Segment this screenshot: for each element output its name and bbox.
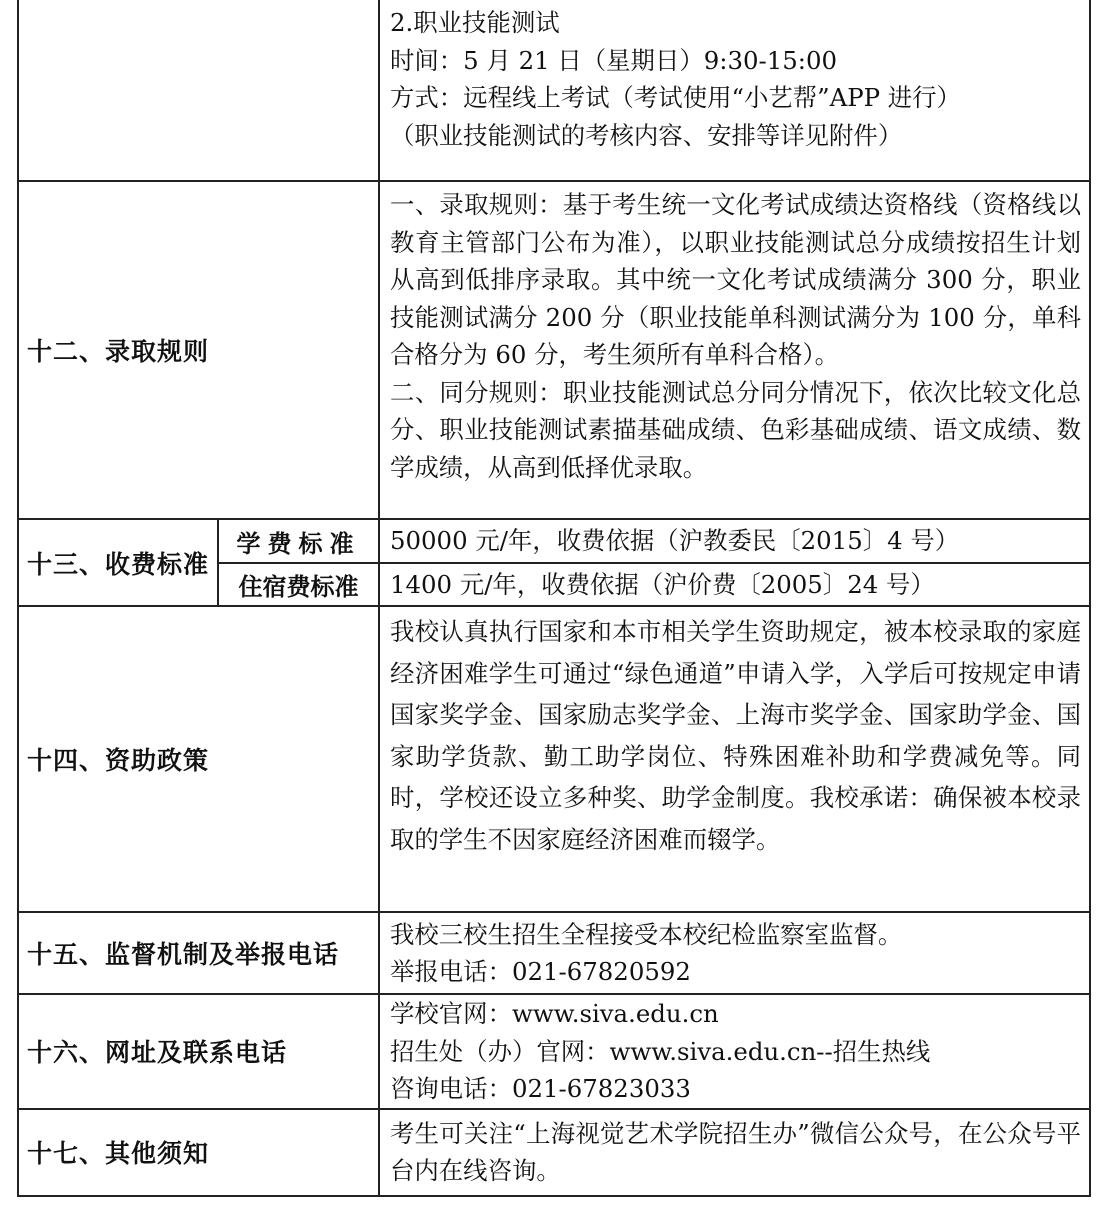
tuition-value [379, 519, 1090, 563]
contact-label: 十六、网址及联系电话 [18, 994, 379, 1109]
admission-rules-content [379, 181, 1090, 519]
report-phone: 举报电话：021-67820592 [390, 957, 691, 986]
admission-info-table [17, 0, 1091, 1197]
row-admission-rules [18, 181, 1090, 519]
row-skills-test [18, 0, 1090, 181]
row-contact [18, 994, 1090, 1109]
housing-value-text: 1400 元/年，收费依据（沪价费〔2005〕24 号） [390, 569, 935, 599]
contact-content [379, 994, 1090, 1109]
other-content [379, 1109, 1090, 1196]
skills-test-time: 时间：5 月 21 日（星期日）9:30-15:00 [390, 45, 838, 75]
other-text: 考生可关注“上海视觉艺术学院招生办”微信公众号，在公众号平台内在线咨询。 [390, 1118, 1081, 1185]
row-aid [18, 606, 1090, 912]
admissions-website: 招生处（办）官网：www.siva.edu.cn--招生热线 [390, 1036, 931, 1066]
skills-test-title: 2.职业技能测试 [390, 8, 560, 37]
skills-test-note: （职业技能测试的考核内容、安排等详见附件） [390, 120, 903, 150]
consult-phone: 咨询电话：021-67823033 [390, 1074, 691, 1103]
supervision-label: 十五、监督机制及举报电话 [18, 912, 379, 994]
other-label: 十七、其他须知 [18, 1109, 379, 1196]
admission-rules-para: 一、录取规则：基于考生统一文化考试成绩达资格线（资格线以教育主管部门公布为准），以职业技能测试总分成绩按招生计划从高到低排序录取。其中统一文化考试成绩满分 300 分，职业技能测试满分 200 分（职业技能单科测试满分为 100 分，单科合格分为 60 分，考生须所有单科合格）。 [390, 190, 1081, 369]
tuition-label: 学费标准 [218, 519, 379, 563]
skills-test-method: 方式：远程线上考试（考试使用“小艺帮”APP 进行） [390, 83, 961, 112]
row-supervision [18, 912, 1090, 994]
supervision-line: 我校三校生招生全程接受本校纪检监察室监督。 [390, 919, 903, 949]
row-tuition [18, 519, 1090, 563]
tuition-value-text: 50000 元/年，收费依据（沪教委民〔2015〕4 号） [390, 526, 960, 556]
school-website: 学校官网：www.siva.edu.cn [390, 999, 719, 1028]
skills-test-content [379, 0, 1090, 181]
aid-content [379, 606, 1090, 912]
fees-label: 十三、收费标准 [18, 519, 218, 606]
aid-text: 我校认真执行国家和本市相关学生资助规定，被本校录取的家庭经济困难学生可通过“绿色通道”申请入学，入学后可按规定申请国家奖学金、国家励志奖学金、上海市奖学金、国家助学金、国家助学货款、勤工助学岗位、特殊困难补助和学费减免等。同时，学校还设立多种奖、助学金制度。我校承诺：确保被本校录取的学生不因家庭经济困难而辍学。 [390, 617, 1081, 854]
row-other [18, 1109, 1090, 1196]
housing-label: 住宿费标准 [218, 563, 379, 606]
tie-break-rules-para: 二、同分规则：职业技能测试总分同分情况下，依次比较文化总分、职业技能测试素描基础成绩、色彩基础成绩、语文成绩、数学成绩，从高到低择优录取。 [390, 377, 1081, 482]
skills-test-label-cell [18, 0, 379, 181]
housing-value [379, 563, 1090, 606]
admission-rules-label: 十二、录取规则 [18, 181, 379, 519]
aid-label: 十四、资助政策 [18, 606, 379, 912]
admission-info-table-wrapper [17, 0, 1089, 1197]
supervision-content [379, 912, 1090, 994]
